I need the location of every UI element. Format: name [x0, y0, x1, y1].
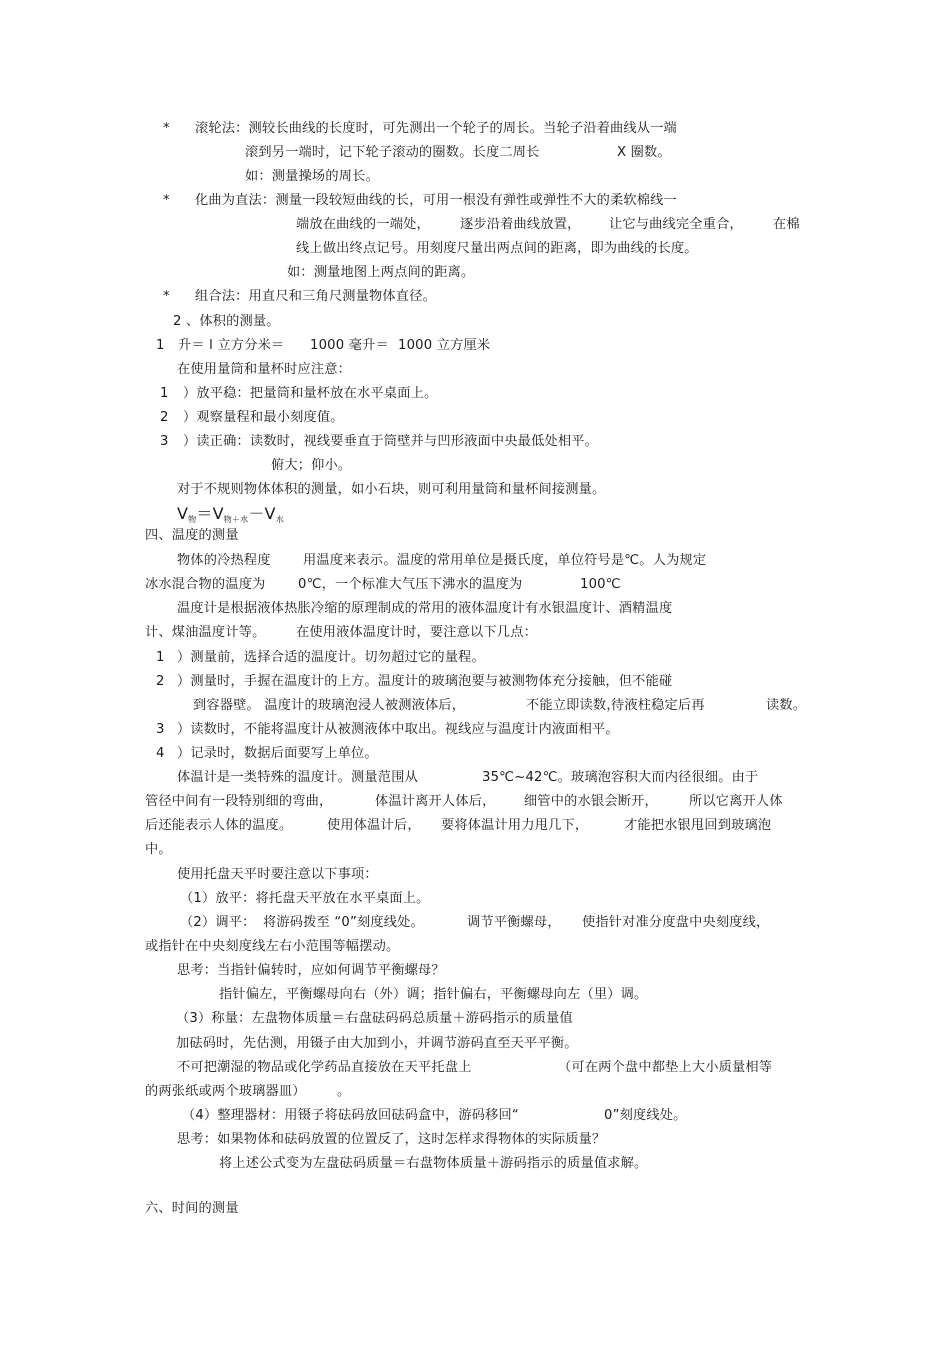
- text-line-l42-part-1: 0”刻度线处。: [604, 1108, 687, 1123]
- text-line-l26-part-0: 3: [156, 722, 165, 737]
- volume-formula: [177, 505, 284, 529]
- text-line-l1-part-1: 滚轮法：测较长曲线的长度时，可先测出一个轮子的周长。当轮子沿着曲线从一端: [195, 121, 677, 136]
- text-line-l29-part-3: 所以它离开人体: [689, 794, 783, 809]
- text-line-l6-part-0: 线上做出终点记号。用刻度尺量出两点间的距离，即为曲线的长度。: [296, 241, 698, 256]
- text-line-l11-part-0: 在使用量筒和量杯时应注意：: [177, 362, 352, 377]
- formula-eq: ＝: [196, 504, 213, 523]
- text-line-l25-part-3: 读数。: [766, 698, 807, 713]
- text-line-l32-part-0: 使用托盘天平时要注意以下事项：: [177, 867, 378, 882]
- text-line-l36-part-0: 思考：当指针偏转时，应如何调节平衡螺母？: [177, 963, 445, 978]
- text-line-l28-part-0: 体温计是一类特殊的温度计。测量范围从: [177, 770, 418, 785]
- text-line-l20-part-1: 0℃，一个标准大气压下沸水的温度为: [298, 577, 523, 592]
- formula-minus: －: [248, 504, 265, 523]
- text-line-l20-part-0: 冰水混合物的温度为: [145, 577, 266, 592]
- text-line-l1-part-0: *: [163, 121, 170, 136]
- text-line-l24-part-1: ）测量时，手握在温度计的上方。温度计的玻璃泡要与被测物体充分接触，但不能碰: [177, 674, 673, 689]
- text-line-l2-part-1: X 圈数。: [617, 145, 671, 160]
- text-line-l38-part-0: （3）称量：左盘物体质量＝右盘砝码码总质量＋游码指示的质量值: [176, 1011, 573, 1026]
- text-line-l10-part-2: 1000 毫升＝: [310, 338, 389, 353]
- text-line-l41-part-1: 。: [337, 1084, 351, 1099]
- text-line-l16-part-0: 对于不规则物体体积的测量，如小石块，则可利用量筒和量杯间接测量。: [177, 482, 606, 497]
- text-line-l34-part-2: 调节平衡螺母，: [467, 915, 561, 930]
- text-line-l40-part-0: 不可把潮湿的物品或化学药品直接放在天平托盘上: [177, 1060, 472, 1075]
- text-line-l41-part-0: 的两张纸或两个玻璃器皿）: [145, 1084, 306, 1099]
- text-line-l5-part-1: 逐步沿着曲线放置，: [460, 217, 581, 232]
- text-line-l33-part-0: （1）放平：将托盘天平放在水平桌面上。: [180, 891, 430, 906]
- text-line-l8-part-1: 组合法：用直尺和三角尺测量物体直径。: [195, 289, 436, 304]
- text-line-l10-part-3: 1000 立方厘米: [398, 338, 491, 353]
- text-line-l7-part-0: 如：测量地图上两点间的距离。: [287, 265, 475, 280]
- text-line-l31-part-0: 中。: [145, 842, 172, 857]
- text-line-l34-part-3: 使指针对准分度盘中央刻度线，: [582, 915, 770, 930]
- text-line-l14-part-0: 3: [160, 434, 169, 449]
- text-line-l19-part-1: 用温度来表示。温度的常用单位是摄氏度，单位符号是℃。人为规定: [303, 553, 707, 568]
- text-line-l5-part-2: 让它与曲线完全重合，: [609, 217, 743, 232]
- text-line-l23-part-1: ）测量前，选择合适的温度计。切勿超过它的量程。: [177, 650, 485, 665]
- text-line-l15-part-0: 俯大；仰小。: [271, 458, 352, 473]
- text-line-l5-part-3: 在棉: [773, 217, 800, 232]
- text-line-l24-part-0: 2: [156, 674, 165, 689]
- formula-v3: V: [264, 504, 276, 523]
- text-line-l21-part-0: 温度计是根据液体热胀冷缩的原理制成的常用的液体温度计有水银温度计、酒精温度: [177, 601, 673, 616]
- text-line-l43-part-0: 思考：如果物体和砝码放置的位置反了，这时怎样求得物体的实际质量？: [177, 1132, 606, 1147]
- text-line-l30-part-0: 后还能表示人体的温度。: [145, 818, 293, 833]
- text-line-l27-part-1: ）记录时，数据后面要写上单位。: [177, 746, 378, 761]
- text-line-l29-part-0: 管径中间有一段特别细的弯曲，: [145, 794, 333, 809]
- text-line-l29-part-2: 细管中的水银会断开，: [524, 794, 658, 809]
- text-line-l10-part-0: 1: [156, 338, 165, 353]
- text-line-l28-part-1: 35℃~42℃。玻璃泡容积大而内径很细。由于: [482, 770, 759, 785]
- text-line-l30-part-3: 才能把水银甩回到玻璃泡: [624, 818, 772, 833]
- text-line-l2-part-0: 滚到另一端时，记下轮子滚动的圈数。长度二周长: [245, 145, 540, 160]
- formula-v1: V: [177, 504, 189, 523]
- text-line-l4-part-1: 化曲为直法：测量一段较短曲线的长，可用一根没有弹性或弹性不大的柔软棉线一: [195, 193, 677, 208]
- text-line-l19-part-0: 物体的冷热程度: [177, 553, 271, 568]
- text-line-l26-part-1: ）读数时，不能将温度计从被测液体中取出。视线应与温度计内液面相平。: [177, 722, 619, 737]
- text-line-l39-part-0: 加砝码时，先估测，用镊子由大加到小，并调节游码直至天平平衡。: [176, 1036, 578, 1051]
- text-line-l20-part-2: 100℃: [580, 577, 621, 592]
- text-line-l37-part-0: 指针偏左，平衡螺母向右（外）调；指针偏右，平衡螺母向左（里）调。: [219, 987, 648, 1002]
- text-line-l25-part-1: 不能立即读数，: [526, 698, 620, 713]
- text-line-l29-part-1: 体温计离开人体后，: [375, 794, 496, 809]
- text-line-l27-part-0: 4: [156, 746, 165, 761]
- text-line-l5-part-0: 端放在曲线的一端处，: [296, 217, 430, 232]
- text-line-l12-part-1: ）放平稳：把量筒和量杯放在水平桌面上。: [183, 386, 438, 401]
- formula-sub1: 物: [188, 515, 197, 524]
- text-line-l25-part-2: 待液柱稳定后再: [611, 698, 705, 713]
- text-line-l14-part-1: ）读正确：读数时，视线要垂直于筒壁并与凹形液面中央最低处相平。: [183, 434, 599, 449]
- text-line-l10-part-1: 升＝ l 立方分米＝: [178, 338, 285, 353]
- text-line-l22-part-0: 计、煤油温度计等。: [145, 625, 266, 640]
- text-line-l13-part-1: ）观察量程和最小刻度值。: [183, 410, 344, 425]
- text-line-l22-part-1: 在使用液体温度计时，要注意以下几点：: [296, 625, 537, 640]
- text-line-l12-part-0: 1: [160, 386, 169, 401]
- text-line-l9-part-0: 2 、体积的测量。: [173, 314, 280, 329]
- text-line-l34-part-1: 将游码拨至 “0”刻度线处。: [263, 915, 424, 930]
- text-line-l35-part-0: 或指针在中央刻度线左右小范围等幅摆动。: [145, 939, 400, 954]
- text-line-l34-part-0: （2）调平：: [180, 915, 256, 930]
- text-line-l25-part-0: 到容器壁。 温度计的玻璃泡浸人被测液体后，: [193, 698, 466, 713]
- text-line-l45-part-0: 六、时间的测量: [145, 1201, 239, 1216]
- text-line-l13-part-0: 2: [160, 410, 169, 425]
- formula-v2: V: [212, 504, 224, 523]
- text-line-l4-part-0: *: [163, 193, 170, 208]
- text-line-l30-part-1: 使用体温计后，: [327, 818, 421, 833]
- text-line-l42-part-0: （4）整理器材：用镊子将砝码放回砝码盒中，游码移回“: [182, 1108, 519, 1123]
- text-line-l23-part-0: 1: [156, 650, 165, 665]
- text-line-l40-part-1: （可在两个盘中都垫上大小质量相等: [558, 1060, 773, 1075]
- formula-sub2: 物＋水: [223, 515, 249, 524]
- text-line-l3-part-0: 如：测量操场的周长。: [245, 169, 379, 184]
- text-line-l44-part-0: 将上述公式变为左盘砝码质量＝右盘物体质量＋游码指示的质量值求解。: [219, 1156, 648, 1171]
- formula-sub3: 水: [275, 515, 284, 524]
- text-line-l8-part-0: *: [163, 289, 170, 304]
- text-line-l18-part-0: 四、温度的测量: [145, 528, 239, 543]
- text-line-l30-part-2: 要将体温计用力甩几下，: [441, 818, 589, 833]
